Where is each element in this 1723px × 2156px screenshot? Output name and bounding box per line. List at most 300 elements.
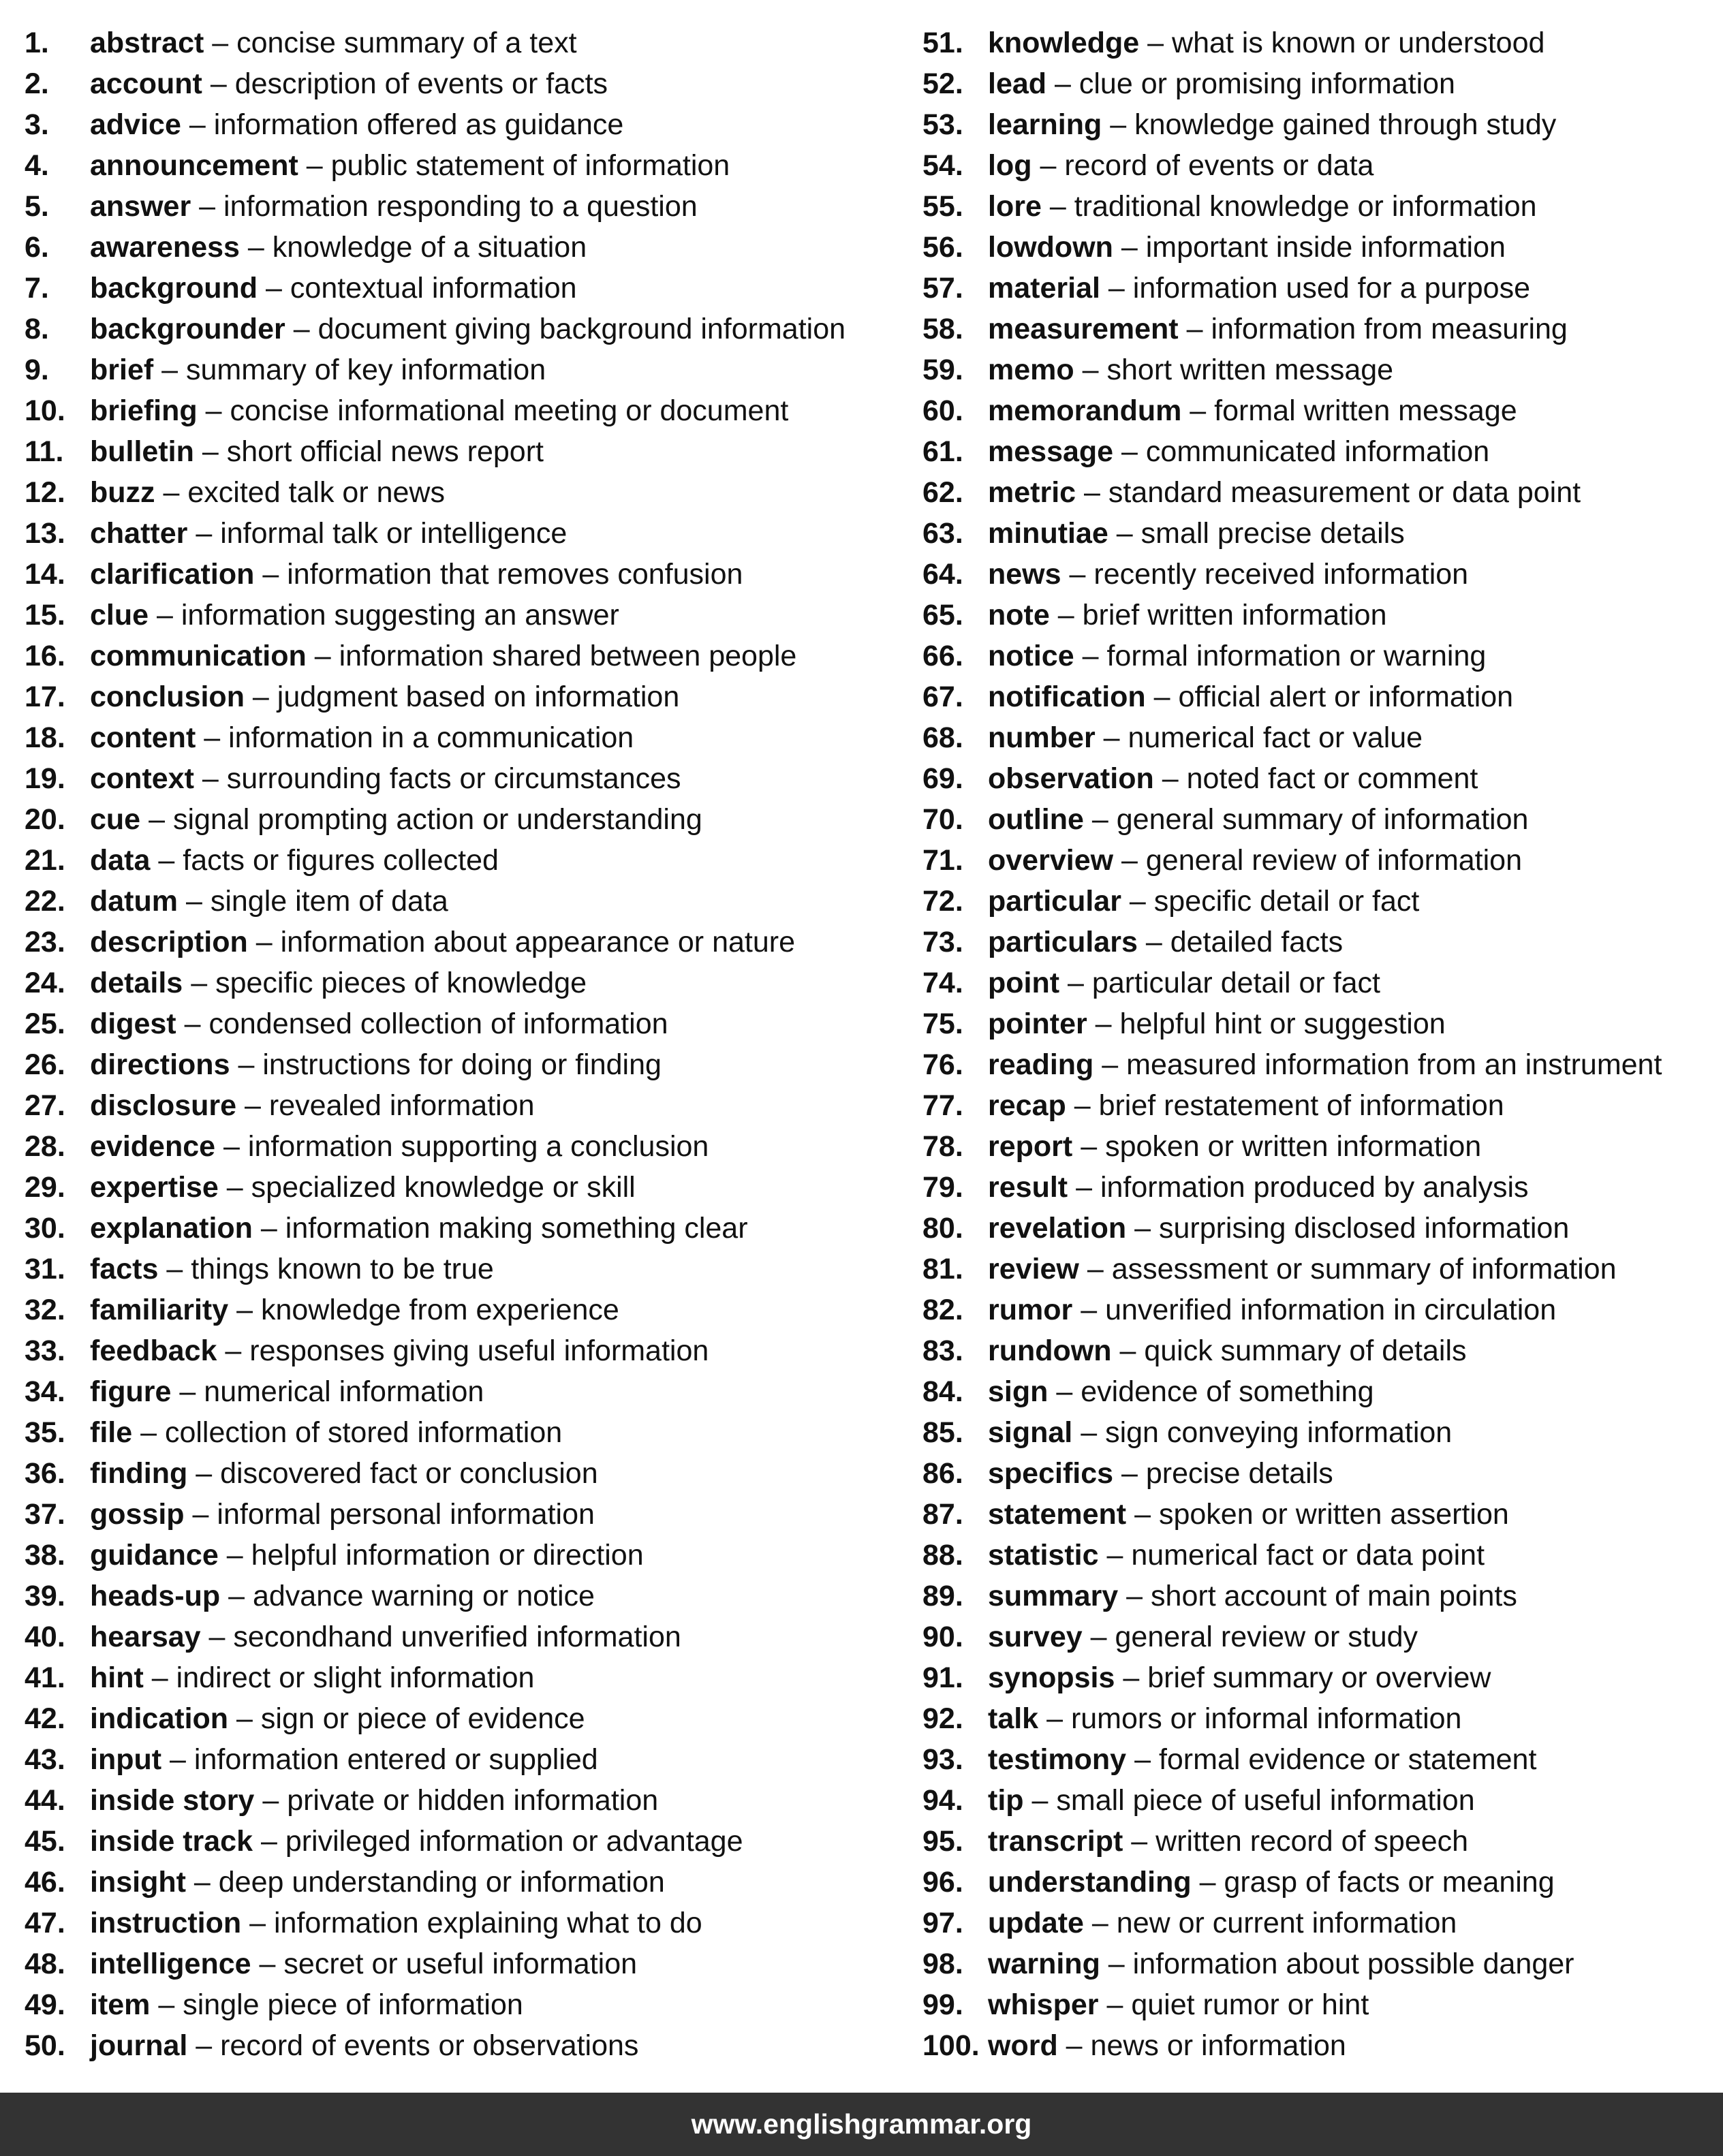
entry-word: inside story	[90, 1784, 255, 1817]
word-entry	[922, 1821, 1720, 1862]
entry-separator: –	[255, 926, 273, 958]
entry-definition: communicated information	[1145, 435, 1490, 468]
entry-word: rundown	[988, 1334, 1112, 1367]
entry-number: 2.	[25, 67, 49, 100]
entry-number: 27.	[25, 1089, 65, 1122]
word-entry	[922, 1412, 1720, 1453]
entry-word: notice	[988, 640, 1074, 672]
entry-separator: –	[212, 27, 229, 59]
entry-separator: –	[1153, 681, 1170, 713]
entry-word: awareness	[90, 231, 240, 264]
entry-word: lead	[988, 67, 1047, 100]
word-entry	[25, 1003, 903, 1044]
entry-separator: –	[205, 394, 222, 427]
entry-word: word	[988, 2029, 1058, 2062]
entry-separator: –	[1121, 435, 1138, 468]
word-entry	[922, 1862, 1720, 1903]
entry-word: intelligence	[90, 1948, 251, 1980]
word-entry	[25, 840, 903, 881]
word-entry	[922, 1780, 1720, 1821]
entry-separator: –	[1031, 1784, 1049, 1817]
entry-number: 46.	[25, 1866, 65, 1899]
entry-number: 23.	[25, 926, 65, 958]
entry-definition: knowledge of a situation	[272, 231, 587, 264]
entry-definition: information about appearance or nature	[280, 926, 795, 958]
word-entry	[922, 922, 1720, 963]
entry-separator: –	[249, 1907, 266, 1939]
entry-separator: –	[202, 762, 219, 795]
word-entry	[25, 881, 903, 922]
entry-word: recap	[988, 1089, 1066, 1122]
word-entry	[922, 1616, 1720, 1657]
entry-number: 97.	[922, 1907, 963, 1939]
entry-word: facts	[90, 1253, 159, 1285]
entry-word: advice	[90, 108, 181, 141]
entry-word: particular	[988, 885, 1121, 918]
entry-separator: –	[196, 2029, 213, 2062]
entry-separator: –	[1108, 272, 1125, 304]
word-entry	[25, 1943, 903, 1984]
entry-number: 70.	[922, 803, 963, 836]
word-entry	[25, 227, 903, 268]
entry-word: revelation	[988, 1212, 1127, 1245]
word-entry	[922, 513, 1720, 554]
entry-separator: –	[179, 1375, 196, 1408]
entry-separator: –	[236, 1294, 253, 1326]
entry-definition: numerical fact or value	[1128, 721, 1423, 754]
entry-definition: formal written message	[1214, 394, 1517, 427]
entry-number: 8.	[25, 313, 49, 345]
entry-separator: –	[306, 149, 323, 182]
entry-word: tip	[988, 1784, 1024, 1817]
entry-number: 34.	[25, 1375, 65, 1408]
entry-definition: quick summary of details	[1144, 1334, 1467, 1367]
entry-definition: new or current information	[1116, 1907, 1457, 1939]
entry-word: brief	[90, 354, 154, 386]
entry-separator: –	[293, 313, 310, 345]
entry-separator: –	[151, 1661, 168, 1694]
entry-number: 4.	[25, 149, 49, 182]
entry-definition: evidence of something	[1081, 1375, 1374, 1408]
entry-word: cue	[90, 803, 141, 836]
word-entry	[922, 1003, 1720, 1044]
entry-separator: –	[1106, 1988, 1123, 2021]
entry-separator: –	[185, 885, 202, 918]
word-entry	[922, 676, 1720, 717]
word-entry	[922, 63, 1720, 104]
entry-separator: –	[1081, 1416, 1098, 1449]
entry-definition: information supporting a conclusion	[247, 1130, 709, 1163]
entry-definition: information entered or supplied	[193, 1743, 598, 1776]
entry-word: abstract	[90, 27, 204, 59]
entry-number: 57.	[922, 272, 963, 304]
entry-separator: –	[262, 558, 279, 591]
entry-definition: things known to be true	[191, 1253, 494, 1285]
footer-website: www.englishgrammar.org	[691, 2108, 1032, 2140]
entry-word: feedback	[90, 1334, 217, 1367]
word-entry	[922, 963, 1720, 1003]
entry-definition: single item of data	[210, 885, 448, 918]
word-entry	[922, 799, 1720, 840]
entry-word: understanding	[988, 1866, 1192, 1899]
word-entry	[25, 145, 903, 186]
entry-definition: information suggesting an answer	[181, 599, 619, 631]
word-entry	[922, 1167, 1720, 1208]
word-entry	[922, 1126, 1720, 1167]
entry-definition: instructions for doing or finding	[262, 1048, 662, 1081]
entry-word: review	[988, 1253, 1079, 1285]
entry-number: 41.	[25, 1661, 65, 1694]
word-entry	[922, 104, 1720, 145]
entry-separator: –	[1121, 231, 1138, 264]
entry-separator: –	[1040, 149, 1057, 182]
entry-definition: specific pieces of knowledge	[215, 967, 587, 999]
entry-definition: public statement of information	[330, 149, 730, 182]
word-entry	[922, 2025, 1720, 2066]
entry-word: familiarity	[90, 1294, 229, 1326]
entry-definition: private or hidden information	[287, 1784, 659, 1817]
word-entry	[25, 799, 903, 840]
entry-definition: short account of main points	[1151, 1580, 1517, 1612]
entry-definition: what is known or understood	[1172, 27, 1545, 59]
word-entry	[922, 1657, 1720, 1698]
entry-number: 37.	[25, 1498, 65, 1531]
entry-separator: –	[1090, 1621, 1107, 1653]
entry-word: hearsay	[90, 1621, 201, 1653]
entry-word: material	[988, 272, 1100, 304]
entry-separator: –	[1069, 558, 1086, 591]
entry-word: update	[988, 1907, 1084, 1939]
entry-definition: indirect or slight information	[176, 1661, 535, 1694]
entry-separator: –	[199, 190, 216, 223]
entry-separator: –	[1046, 1702, 1063, 1735]
entry-separator: –	[252, 681, 269, 713]
entry-word: statistic	[988, 1539, 1099, 1572]
entry-number: 14.	[25, 558, 65, 591]
entry-word: instruction	[90, 1907, 242, 1939]
entry-definition: written record of speech	[1155, 1825, 1469, 1858]
word-entry	[25, 390, 903, 431]
entry-number: 6.	[25, 231, 49, 264]
entry-number: 81.	[922, 1253, 963, 1285]
entry-word: measurement	[988, 313, 1179, 345]
word-entry	[25, 1290, 903, 1330]
word-entry	[922, 1290, 1720, 1330]
word-entry	[25, 268, 903, 309]
word-entry	[25, 1167, 903, 1208]
entry-separator: –	[1049, 190, 1066, 223]
entry-number: 96.	[922, 1866, 963, 1899]
entry-separator: –	[1066, 2029, 1083, 2062]
entry-separator: –	[1145, 926, 1162, 958]
entry-number: 1.	[25, 27, 49, 59]
entry-definition: facts or figures collected	[183, 844, 499, 877]
entry-definition: helpful information or direction	[251, 1539, 644, 1572]
word-entry	[25, 676, 903, 717]
entry-definition: surprising disclosed information	[1158, 1212, 1570, 1245]
entry-number: 59.	[922, 354, 963, 386]
entry-word: briefing	[90, 394, 198, 427]
entry-word: content	[90, 721, 196, 754]
entry-word: memorandum	[988, 394, 1182, 427]
word-entry	[922, 390, 1720, 431]
word-entry	[922, 758, 1720, 799]
entry-definition: collection of stored information	[164, 1416, 563, 1449]
entry-separator: –	[1129, 885, 1146, 918]
entry-word: knowledge	[988, 27, 1140, 59]
word-entry	[922, 472, 1720, 513]
word-entry	[25, 22, 903, 63]
entry-number: 38.	[25, 1539, 65, 1572]
entry-number: 7.	[25, 272, 49, 304]
entry-definition: formal evidence or statement	[1158, 1743, 1537, 1776]
word-entry	[25, 2025, 903, 2066]
entry-word: outline	[988, 803, 1084, 836]
entry-definition: contextual information	[290, 272, 577, 304]
entry-separator: –	[266, 272, 282, 304]
entry-number: 24.	[25, 967, 65, 999]
word-entry	[922, 309, 1720, 349]
word-entry	[922, 595, 1720, 636]
word-entry	[25, 472, 903, 513]
entry-number: 39.	[25, 1580, 65, 1612]
entry-number: 64.	[922, 558, 963, 591]
word-entry	[922, 1371, 1720, 1412]
entry-number: 48.	[25, 1948, 65, 1980]
entry-word: lowdown	[988, 231, 1113, 264]
word-list-column-1	[25, 22, 903, 2066]
word-entry	[25, 554, 903, 595]
entry-separator: –	[1091, 803, 1108, 836]
entry-word: overview	[988, 844, 1114, 877]
entry-word: signal	[988, 1416, 1073, 1449]
entry-definition: particular detail or fact	[1091, 967, 1380, 999]
entry-word: input	[90, 1743, 162, 1776]
entry-word: minutiae	[988, 517, 1108, 550]
entry-separator: –	[259, 1948, 276, 1980]
entry-number: 67.	[922, 681, 963, 713]
word-entry	[25, 513, 903, 554]
entry-definition: document giving background information	[317, 313, 846, 345]
entry-definition: description of events or facts	[234, 67, 608, 100]
word-entry	[25, 758, 903, 799]
entry-separator: –	[245, 1089, 261, 1122]
entry-definition: formal information or warning	[1106, 640, 1487, 672]
entry-number: 95.	[922, 1825, 963, 1858]
entry-separator: –	[202, 435, 219, 468]
entry-separator: –	[204, 721, 221, 754]
entry-word: notification	[988, 681, 1146, 713]
word-entry	[922, 1208, 1720, 1249]
entry-word: learning	[988, 108, 1102, 141]
entry-word: metric	[988, 476, 1076, 509]
word-entry	[25, 63, 903, 104]
entry-definition: numerical information	[204, 1375, 484, 1408]
entry-word: indication	[90, 1702, 229, 1735]
entry-number: 82.	[922, 1294, 963, 1326]
entry-number: 53.	[922, 108, 963, 141]
entry-number: 62.	[922, 476, 963, 509]
entry-separator: –	[1134, 1212, 1151, 1245]
word-entry	[922, 1330, 1720, 1371]
entry-word: gossip	[90, 1498, 185, 1531]
entry-separator: –	[149, 803, 165, 836]
entry-number: 93.	[922, 1743, 963, 1776]
entry-separator: –	[166, 1253, 183, 1285]
entry-number: 99.	[922, 1988, 963, 2021]
word-entry	[25, 309, 903, 349]
entry-definition: concise informational meeting or document	[230, 394, 789, 427]
entry-word: pointer	[988, 1007, 1087, 1040]
entry-definition: measured information from an instrument	[1126, 1048, 1662, 1081]
word-entry	[25, 1126, 903, 1167]
entry-number: 30.	[25, 1212, 65, 1245]
entry-number: 76.	[922, 1048, 963, 1081]
entry-separator: –	[1076, 1171, 1092, 1204]
entry-number: 43.	[25, 1743, 65, 1776]
entry-definition: informal personal information	[217, 1498, 595, 1531]
entry-separator: –	[1082, 640, 1099, 672]
entry-number: 89.	[922, 1580, 963, 1612]
entry-word: observation	[988, 762, 1154, 795]
entry-number: 100.	[922, 2029, 980, 2062]
entry-word: expertise	[90, 1171, 219, 1204]
entry-definition: spoken or written information	[1105, 1130, 1482, 1163]
entry-number: 85.	[922, 1416, 963, 1449]
entry-definition: important inside information	[1145, 231, 1506, 264]
word-entry	[25, 1453, 903, 1494]
entry-definition: brief restatement of information	[1098, 1089, 1504, 1122]
word-entry	[922, 1453, 1720, 1494]
entry-number: 71.	[922, 844, 963, 877]
entry-word: announcement	[90, 149, 298, 182]
entry-word: inside track	[90, 1825, 253, 1858]
entry-definition: secondhand unverified information	[233, 1621, 681, 1653]
word-entry	[25, 1535, 903, 1576]
entry-word: lore	[988, 190, 1042, 223]
entry-definition: knowledge gained through study	[1134, 108, 1557, 141]
entry-definition: rumors or informal information	[1070, 1702, 1462, 1735]
entry-word: details	[90, 967, 183, 999]
entry-word: journal	[90, 2029, 188, 2062]
word-entry	[25, 922, 903, 963]
entry-word: figure	[90, 1375, 172, 1408]
entry-definition: information shared between people	[339, 640, 797, 672]
entry-word: report	[988, 1130, 1073, 1163]
entry-number: 80.	[922, 1212, 963, 1245]
entry-number: 35.	[25, 1416, 65, 1449]
entry-separator: –	[1081, 1294, 1098, 1326]
entry-number: 13.	[25, 517, 65, 550]
entry-definition: knowledge from experience	[260, 1294, 619, 1326]
entry-word: explanation	[90, 1212, 253, 1245]
word-entry	[25, 1821, 903, 1862]
entry-number: 56.	[922, 231, 963, 264]
entry-separator: –	[193, 1866, 211, 1899]
entry-definition: informal talk or intelligence	[220, 517, 568, 550]
entry-word: testimony	[988, 1743, 1127, 1776]
entry-number: 26.	[25, 1048, 65, 1081]
entry-word: whisper	[988, 1988, 1099, 2021]
word-entry	[25, 1330, 903, 1371]
entry-definition: numerical fact or data point	[1131, 1539, 1485, 1572]
entry-word: insight	[90, 1866, 186, 1899]
entry-separator: –	[247, 231, 264, 264]
entry-definition: information about possible danger	[1132, 1948, 1574, 1980]
entry-separator: –	[191, 967, 208, 999]
entry-word: conclusion	[90, 681, 245, 713]
entry-definition: judgment based on information	[277, 681, 680, 713]
entry-definition: specific detail or fact	[1153, 885, 1420, 918]
entry-separator: –	[1074, 1089, 1091, 1122]
entry-separator: –	[1056, 1375, 1073, 1408]
entry-definition: condensed collection of information	[208, 1007, 668, 1040]
word-entry	[25, 1903, 903, 1943]
word-entry	[922, 1576, 1720, 1616]
entry-separator: –	[223, 1130, 240, 1163]
entry-number: 60.	[922, 394, 963, 427]
entry-word: number	[988, 721, 1096, 754]
entry-number: 29.	[25, 1171, 65, 1204]
word-entry	[922, 1903, 1720, 1943]
entry-word: digest	[90, 1007, 176, 1040]
entry-definition: information used for a purpose	[1132, 272, 1530, 304]
word-entry	[25, 595, 903, 636]
entry-definition: traditional knowledge or information	[1074, 190, 1537, 223]
entry-number: 15.	[25, 599, 65, 631]
entry-word: answer	[90, 190, 191, 223]
entry-number: 84.	[922, 1375, 963, 1408]
entry-separator: –	[1055, 67, 1071, 100]
entry-word: heads-up	[90, 1580, 221, 1612]
entry-word: transcript	[988, 1825, 1123, 1858]
entry-definition: discovered fact or conclusion	[220, 1457, 598, 1490]
entry-separator: –	[1110, 108, 1127, 141]
entry-separator: –	[225, 1334, 242, 1367]
entry-separator: –	[1108, 1948, 1125, 1980]
entry-separator: –	[1126, 1580, 1143, 1612]
entry-separator: –	[260, 1212, 277, 1245]
entry-definition: summary of key information	[186, 354, 546, 386]
word-entry	[25, 1412, 903, 1453]
entry-number: 54.	[922, 149, 963, 182]
entry-separator: –	[1057, 599, 1074, 631]
entry-word: sign	[988, 1375, 1049, 1408]
entry-number: 92.	[922, 1702, 963, 1735]
entry-word: file	[90, 1416, 133, 1449]
entry-number: 45.	[25, 1825, 65, 1858]
word-entry	[922, 881, 1720, 922]
entry-separator: –	[1081, 1130, 1098, 1163]
word-entry	[922, 1698, 1720, 1739]
entry-number: 5.	[25, 190, 49, 223]
entry-separator: –	[1084, 476, 1100, 509]
entry-number: 17.	[25, 681, 65, 713]
word-entry	[25, 1085, 903, 1126]
entry-separator: –	[1091, 1907, 1108, 1939]
entry-number: 28.	[25, 1130, 65, 1163]
entry-number: 75.	[922, 1007, 963, 1040]
entry-number: 72.	[922, 885, 963, 918]
entry-word: particulars	[988, 926, 1138, 958]
entry-number: 32.	[25, 1294, 65, 1326]
entry-word: message	[988, 435, 1114, 468]
word-entry	[25, 1249, 903, 1290]
entry-word: clue	[90, 599, 149, 631]
entry-word: synopsis	[988, 1661, 1115, 1694]
entry-separator: –	[1190, 394, 1207, 427]
entry-separator: –	[158, 844, 175, 877]
